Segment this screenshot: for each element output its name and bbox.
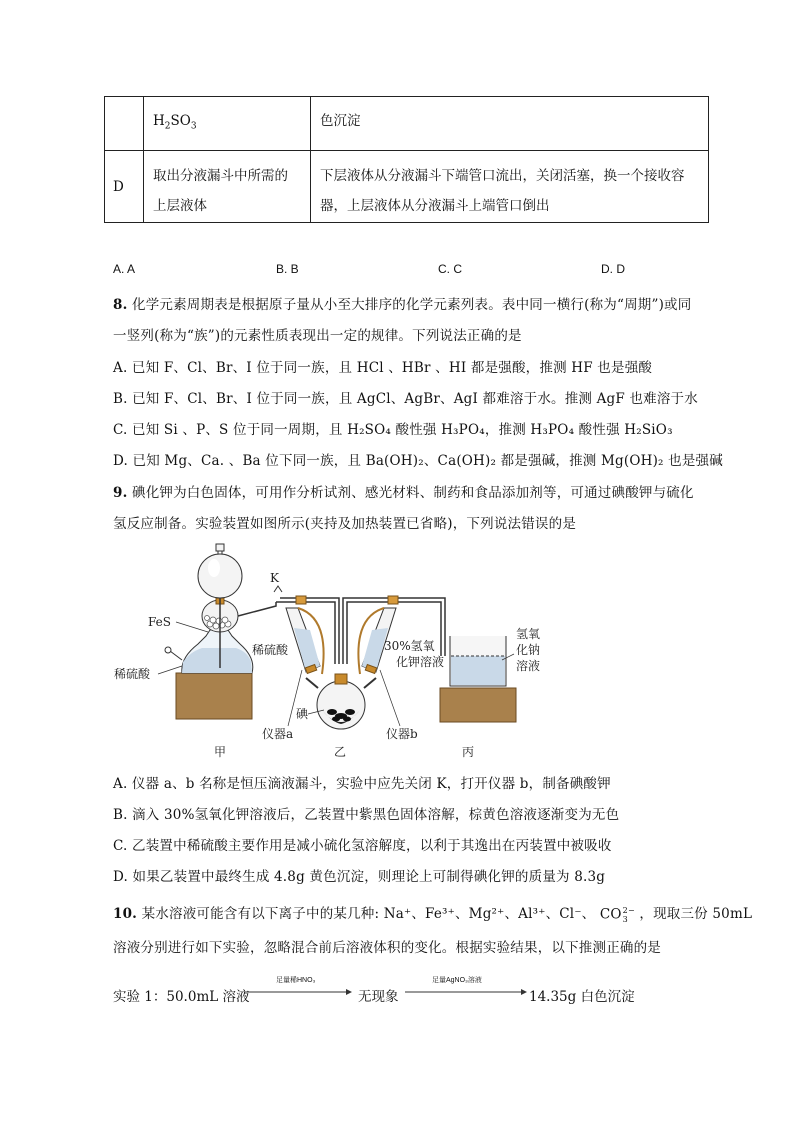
label-naoh-line2: 化钠 xyxy=(516,643,541,657)
kipp-generator xyxy=(165,544,276,719)
heating-block-jia xyxy=(176,673,252,719)
q9-stem-line1 xyxy=(113,481,694,501)
table-row xyxy=(105,151,709,223)
label-naoh-line3: 溶液 xyxy=(516,659,541,673)
co3-charge: 2− xyxy=(622,905,635,915)
q9-number: 9. xyxy=(113,485,128,501)
table-row xyxy=(105,97,709,151)
q7-option-d: D. D xyxy=(601,262,625,276)
label-instrument-a: 仪器a xyxy=(262,727,294,741)
table-cell-letter xyxy=(105,97,144,151)
label-bing: 丙 xyxy=(462,745,475,759)
label-k: K xyxy=(270,571,279,585)
q9-stem-line2: 氢反应制备。实验装置如图所示(夹持及加热装置已省略)，下列说法错误的是 xyxy=(113,516,577,532)
label-dilute-acid-jia: 稀硫酸 xyxy=(114,667,151,681)
operation-line: 上层液体 xyxy=(153,198,207,214)
label-yi: 乙 xyxy=(334,745,347,759)
operation-line: 取出分液漏斗中所需的 xyxy=(153,168,288,184)
funnel-a xyxy=(286,608,324,674)
exp1-label: 实验 1：50.0mL 溶液 xyxy=(113,989,250,1005)
q10-number: 10. xyxy=(113,906,138,922)
label-koh-line1: 30%氢氧 xyxy=(384,639,435,653)
three-neck-flask xyxy=(306,674,380,729)
q8-option-b: B. 已知 F、Cl、Br、I 位于同一族，且 AgCl、AgBr、AgI 都难溶于水。推测 AgF 也难溶于水 xyxy=(113,391,698,407)
co3-main: CO xyxy=(599,906,622,922)
q8-option-c: C. 已知 Si 、P、S 位于同一周期，且 H₂SO₄ 酸性强 H₃PO₄，推测 H₃PO₄ 酸性强 H₂SiO₃ xyxy=(113,422,673,438)
label-dilute-acid-yi: 稀硫酸 xyxy=(252,643,289,657)
exp1-result: 14.35g 白色沉淀 xyxy=(529,989,635,1005)
method-line: 器，上层液体从分液漏斗上端管口倒出 xyxy=(320,198,550,214)
q8-option-a: A. 已知 F、Cl、Br、I 位于同一族，且 HCl 、HBr 、HI 都是强酸，推测 HF 也是强酸 xyxy=(113,360,653,376)
exp1-mid: 无现象 xyxy=(358,989,399,1005)
q9-option-a: A. 仪器 a、b 名称是恒压滴液漏斗，实验中应先关闭 K，打开仪器 b，制备碘酸钾 xyxy=(113,776,611,792)
q8-number: 8. xyxy=(113,297,128,313)
q8-stem-line1 xyxy=(113,293,691,313)
stopcock-k xyxy=(274,586,282,592)
q7-option-b: B. B xyxy=(276,262,299,276)
q7-option-a: A. A xyxy=(113,262,136,276)
table-letter-d: D xyxy=(113,178,124,195)
exp1-reagent-2: 足量AgNO₃溶液 xyxy=(432,977,482,984)
reagent-so: SO xyxy=(170,113,191,129)
q8-stem-text: 化学元素周期表是根据原子量从小至大排序的化学元素列表。表中同一横行(称为“周期”)或同 xyxy=(132,297,692,313)
q9-option-d: D. 如果乙装置中最终生成 4.8g 黄色沉淀，则理论上可制得碘化钾的质量为 8.3g xyxy=(113,869,606,885)
label-koh-line2: 化钾溶液 xyxy=(396,655,445,669)
co3-subscript: 3 xyxy=(622,914,628,924)
q8-stem-line2: 一竖列(称为“族”)的元素性质表现出一定的规律。下列说法正确的是 xyxy=(113,328,522,344)
q10-stem-text: 某水溶液可能含有以下离子中的某几种: Na⁺、Fe³⁺、Mg²⁺、Al³⁺、Cl⁻、 xyxy=(141,906,596,922)
q10-stem-text-end: ，现取三份 50mL xyxy=(639,906,753,922)
reagent-sub: 3 xyxy=(190,121,197,132)
exp1-reagent-1: 足量稀HNO₃ xyxy=(276,977,316,984)
tube-connector xyxy=(296,596,306,604)
tube-connector xyxy=(388,596,398,604)
reagent-h: H xyxy=(153,113,165,129)
carbonate-ion xyxy=(600,906,635,924)
table-cell-reagent xyxy=(144,97,311,151)
q10-stem-line1 xyxy=(113,902,752,924)
q9-option-c: C. 乙装置中稀硫酸主要作用是减小硫化氢溶解度，以利于其逸出在丙装置中被吸收 xyxy=(113,838,612,854)
reagent-sub: 2 xyxy=(164,121,171,132)
table-result-text: 色沉淀 xyxy=(320,113,361,129)
naoh-liquid xyxy=(451,656,505,685)
beaker-bing xyxy=(440,636,516,722)
label-instrument-b: 仪器b xyxy=(386,727,418,741)
q9-stem-text: 碘化钾为白色固体，可用作分析试剂、感光材料、制药和食品添加剂等，可通过碘酸钾与硫化 xyxy=(132,485,694,501)
table-cell-result xyxy=(311,97,709,151)
q8-option-d: D. 已知 Mg、Ca. 、Ba 位下同一族，且 Ba(OH)₂、Ca(OH)₂ 都是强碱，推测 Mg(OH)₂ 也是强碱 xyxy=(113,453,723,469)
apparatus-figure xyxy=(110,538,560,760)
label-fes: FeS xyxy=(148,615,171,629)
label-jia: 甲 xyxy=(214,745,227,759)
q7-option-c: C. C xyxy=(438,262,462,276)
label-iodine: 碘 xyxy=(296,707,309,721)
label-naoh-line1: 氢氧 xyxy=(516,627,541,641)
q9-option-b: B. 滴入 30%氢氧化钾溶液后，乙装置中紫黑色固体溶解，棕黄色溶液逐渐变为无色 xyxy=(113,807,620,823)
q10-stem-line2: 溶液分别进行如下实验，忽略混合前后溶液体积的变化。根据实验结果，以下推测正确的是 xyxy=(113,940,661,956)
question-7-table xyxy=(104,96,709,223)
method-line: 下层液体从分液漏斗下端管口流出，关闭活塞，换一个接收容 xyxy=(320,168,685,184)
